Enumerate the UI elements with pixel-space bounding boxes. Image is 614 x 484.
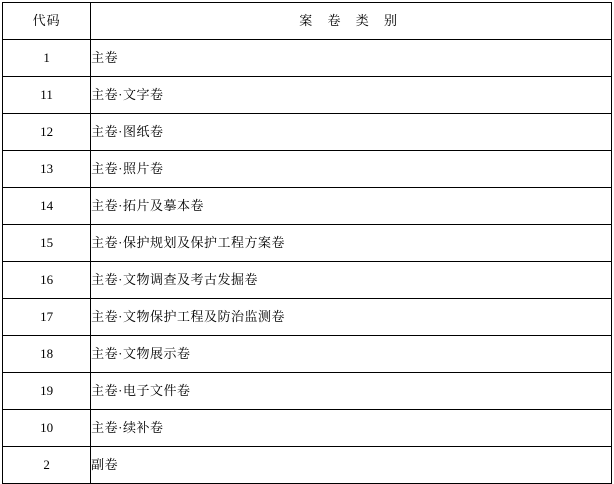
table-header (3, 3, 612, 40)
table-body (3, 40, 612, 484)
cell-code: 2 (3, 447, 91, 484)
table-row (3, 151, 612, 188)
cell-code: 18 (3, 336, 91, 373)
table-row (3, 410, 612, 447)
cell-code: 14 (3, 188, 91, 225)
table-row (3, 262, 612, 299)
table-row (3, 77, 612, 114)
document-page (0, 2, 614, 477)
cell-category: 主卷·照片卷 (91, 151, 612, 188)
cell-category: 主卷·续补卷 (91, 410, 612, 447)
table-row (3, 114, 612, 151)
cell-category: 主卷·文字卷 (91, 77, 612, 114)
cell-category: 主卷 (91, 40, 612, 77)
cell-category: 主卷·拓片及摹本卷 (91, 188, 612, 225)
table-row (3, 188, 612, 225)
cell-category: 主卷·文物调查及考古发掘卷 (91, 262, 612, 299)
cell-category: 主卷·文物保护工程及防治监测卷 (91, 299, 612, 336)
column-header-category: 案 卷 类 别 (91, 3, 612, 40)
cell-category: 主卷·保护规划及保护工程方案卷 (91, 225, 612, 262)
table-header-row (3, 3, 612, 40)
cell-category: 主卷·电子文件卷 (91, 373, 612, 410)
table-row (3, 373, 612, 410)
cell-code: 19 (3, 373, 91, 410)
cell-code: 12 (3, 114, 91, 151)
cell-code: 1 (3, 40, 91, 77)
cell-code: 13 (3, 151, 91, 188)
cell-code: 10 (3, 410, 91, 447)
table-row (3, 40, 612, 77)
cell-code: 17 (3, 299, 91, 336)
cell-code: 11 (3, 77, 91, 114)
table-row (3, 225, 612, 262)
archive-category-table (2, 2, 612, 484)
cell-category: 副卷 (91, 447, 612, 484)
column-header-code: 代码 (3, 3, 91, 40)
cell-code: 15 (3, 225, 91, 262)
table-row (3, 336, 612, 373)
table-row (3, 299, 612, 336)
cell-code: 16 (3, 262, 91, 299)
table-row (3, 447, 612, 484)
cell-category: 主卷·图纸卷 (91, 114, 612, 151)
cell-category: 主卷·文物展示卷 (91, 336, 612, 373)
